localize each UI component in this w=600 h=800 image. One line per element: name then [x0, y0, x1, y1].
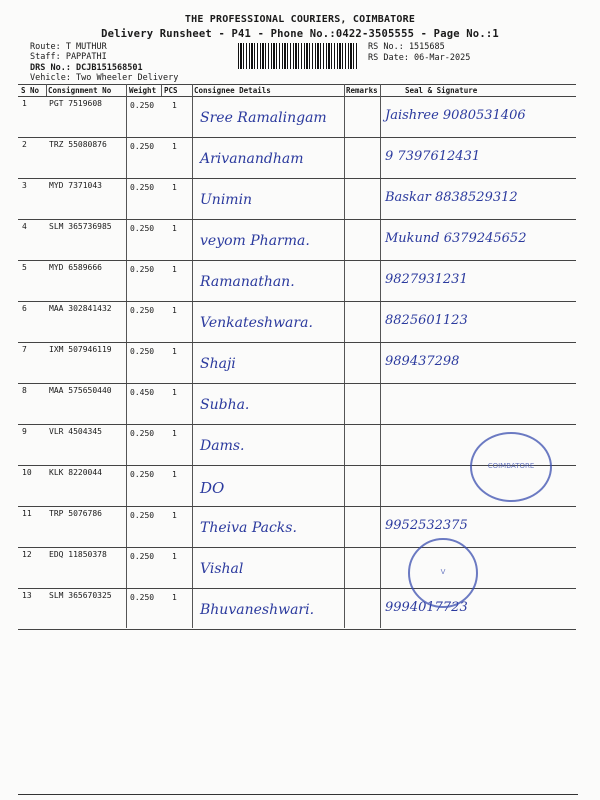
row-pcs: 1	[172, 552, 177, 561]
row-pcs: 1	[172, 142, 177, 151]
rs-date: RS Date: 06-Mar-2025	[368, 53, 471, 63]
row-pcs: 1	[172, 306, 177, 315]
company-title: THE PROFESSIONAL COURIERS, COIMBATORE	[184, 14, 416, 25]
staff: Staff: PAPPATHI	[30, 52, 107, 62]
row-pcs: 1	[172, 183, 177, 192]
row-consignee-handwritten: Dams.	[200, 438, 245, 454]
row-divider	[18, 424, 576, 425]
col-remarks: Remarks	[346, 86, 378, 95]
row-signature-handwritten: 9 7397612431	[385, 149, 481, 164]
row-weight: 0.250	[130, 224, 155, 233]
row-signature-handwritten: 9827931231	[385, 272, 468, 287]
row-divider	[18, 178, 576, 179]
row-pcs: 1	[172, 347, 177, 356]
col-seal-signature: Seal & Signature	[405, 86, 478, 95]
row-consignment-no: TRZ 55080876	[49, 140, 107, 149]
row-divider	[18, 137, 576, 138]
row-signature-handwritten: 9952532375	[385, 518, 468, 533]
row-weight: 0.250	[130, 306, 155, 315]
row-consignment-no: SLM 365670325	[49, 591, 112, 600]
row-pcs: 1	[172, 101, 177, 110]
row-sno: 4	[22, 222, 27, 231]
row-consignment-no: EDQ 11850378	[49, 550, 107, 559]
row-weight: 0.250	[130, 511, 155, 520]
row-divider	[18, 547, 576, 548]
row-consignment-no: VLR 4504345	[49, 427, 102, 436]
row-signature-handwritten: 8825601123	[385, 313, 468, 328]
col-pcs: PCS	[164, 86, 178, 95]
row-pcs: 1	[172, 265, 177, 274]
row-signature-handwritten: Baskar 8838529312	[385, 190, 518, 205]
rs-number: RS No.: 1515685	[368, 42, 445, 52]
row-weight: 0.250	[130, 429, 155, 438]
row-weight: 0.250	[130, 265, 155, 274]
row-consignee-handwritten: Unimin	[200, 192, 253, 208]
row-pcs: 1	[172, 511, 177, 520]
row-weight: 0.450	[130, 388, 155, 397]
row-sno: 1	[22, 99, 27, 108]
row-sno: 8	[22, 386, 27, 395]
row-consignment-no: TRP 5076786	[49, 509, 102, 518]
packs-seal-stamp: V	[408, 538, 478, 608]
row-consignee-handwritten: Ramanathan.	[200, 274, 295, 290]
row-consignment-no: IXM 507946119	[49, 345, 112, 354]
row-weight: 0.250	[130, 183, 155, 192]
row-weight: 0.250	[130, 347, 155, 356]
route: Route: T MUTHUR	[30, 42, 107, 52]
row-signature-handwritten: 989437298	[385, 354, 460, 369]
row-divider	[18, 342, 576, 343]
row-divider	[18, 588, 576, 589]
row-consignee-handwritten: Sree Ramalingam	[200, 110, 327, 126]
row-consignee-handwritten: veyom Pharma.	[200, 233, 310, 249]
row-divider	[18, 219, 576, 220]
row-consignee-handwritten: Bhuvaneshwari.	[200, 602, 315, 618]
row-sno: 13	[22, 591, 32, 600]
row-pcs: 1	[172, 593, 177, 602]
company-seal-stamp: COIMBATORE	[470, 432, 552, 502]
row-consignee-handwritten: Arivanandham	[200, 151, 304, 167]
row-pcs: 1	[172, 388, 177, 397]
vehicle: Vehicle: Two Wheeler Delivery	[30, 73, 179, 83]
row-consignment-no: MYD 6589666	[49, 263, 102, 272]
row-consignee-handwritten: Shaji	[200, 356, 236, 372]
row-consignment-no: SLM 365736985	[49, 222, 112, 231]
row-divider	[18, 301, 576, 302]
row-sno: 9	[22, 427, 27, 436]
row-divider	[18, 383, 576, 384]
row-divider	[18, 629, 576, 630]
col-divider	[46, 84, 47, 96]
row-sno: 3	[22, 181, 27, 190]
row-weight: 0.250	[130, 101, 155, 110]
row-consignee-handwritten: Vishal	[200, 561, 244, 577]
row-sno: 12	[22, 550, 32, 559]
row-weight: 0.250	[130, 470, 155, 479]
row-consignee-handwritten: Venkateshwara.	[200, 315, 313, 331]
drs-number: DRS No.: DCJB151568501	[30, 63, 143, 73]
row-pcs: 1	[172, 224, 177, 233]
table-top-border	[18, 84, 576, 85]
row-consignment-no: MAA 302841432	[49, 304, 112, 313]
row-weight: 0.250	[130, 593, 155, 602]
row-sno: 2	[22, 140, 27, 149]
row-weight: 0.250	[130, 142, 155, 151]
header-bottom-border	[18, 96, 576, 97]
row-pcs: 1	[172, 470, 177, 479]
row-pcs: 1	[172, 429, 177, 438]
row-consignee-handwritten: Subha.	[200, 397, 250, 413]
row-consignment-no: MYD 7371043	[49, 181, 102, 190]
row-divider	[18, 506, 576, 507]
row-sno: 10	[22, 468, 32, 477]
row-weight: 0.250	[130, 552, 155, 561]
row-sno: 11	[22, 509, 32, 518]
col-weight: Weight	[129, 86, 157, 95]
col-divider	[161, 84, 162, 96]
runsheet-subtitle: Delivery Runsheet - P41 - Phone No.:0422-3505555 - Page No.:1	[101, 28, 499, 40]
row-consignment-no: MAA 575650440	[49, 386, 112, 395]
col-sno: S No	[21, 86, 40, 95]
col-consignee: Consignee Details	[194, 86, 271, 95]
col-consignment: Consignment No	[48, 86, 112, 95]
row-sno: 6	[22, 304, 27, 313]
page-bottom-rule	[18, 794, 578, 795]
row-consignment-no: PGT 7519608	[49, 99, 102, 108]
barcode	[238, 43, 358, 69]
row-sno: 7	[22, 345, 27, 354]
row-consignment-no: KLK 8220044	[49, 468, 102, 477]
row-signature-handwritten: 9994017723	[385, 600, 468, 615]
row-consignee-handwritten: DO	[200, 479, 225, 497]
row-consignee-handwritten: Theiva Packs.	[200, 520, 297, 536]
row-sno: 5	[22, 263, 27, 272]
row-divider	[18, 260, 576, 261]
row-signature-handwritten: Jaishree 9080531406	[385, 108, 526, 123]
row-signature-handwritten: Mukund 6379245652	[385, 231, 527, 246]
